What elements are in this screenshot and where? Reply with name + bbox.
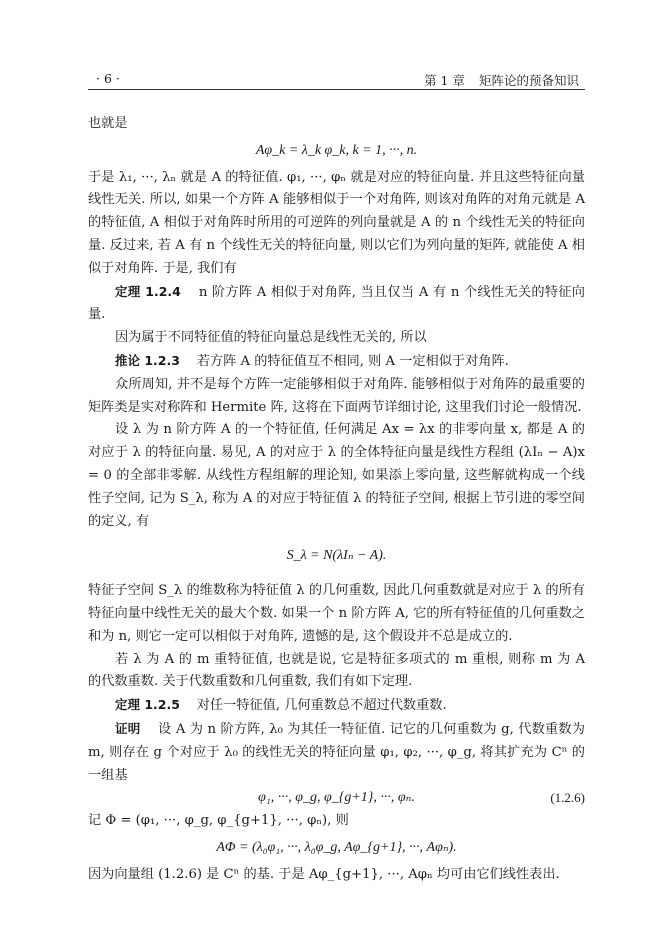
- equation-eigen-relation: Aφ_k = λ_k φ_k, k = 1, ···, n.: [255, 142, 418, 158]
- chapter-label: 第 1 章: [424, 73, 465, 88]
- chapter-title: 矩阵论的预备知识: [478, 73, 579, 88]
- paragraph-eigenspace: 设 λ 为 n 阶方阵 A 的一个特征值, 任何满足 Ax = λx 的非零向量 x, 都是 A 的对应于 λ 的特征向量. 易见, A 的对应于 λ 的全体特征向量是线性方程组 (λIₙ − A)x = 0 的全部非零解. 从线性方程组解的理论知, 如果添上零向量, 这些解就构成一个线性子空间, 记为 S_λ, 称为 A 的对应于特征值 λ 的特征子空间, 根据上节引进的零空间的定义, 有: [88, 422, 585, 529]
- equation-body: φ₁, ···, φ_g, φ_{g+1}, ···, φₙ.: [258, 790, 415, 806]
- equation-a-phi: AΦ = (λ₀φ₁, ···, λ₀φ_g, Aφ_{g+1}, ···, Aφₙ).: [216, 839, 457, 855]
- paragraph-basis: 因为向量组 (1.2.6) 是 Cⁿ 的基. 于是 Aφ_{g+1}, ···, Aφₙ 均可由它们线性表出.: [88, 866, 560, 882]
- paragraph-geometric-multiplicity: 特征子空间 S_λ 的维数称为特征值 λ 的几何重数, 因此几何重数就是对应于 λ 的所有特征向量中线性无关的最大个数. 如果一个 n 阶方阵 A, 它的所有特征值的几何重数之和为 n, 则它一定可以相似于对角阵, 遗憾的是, 这个假设并不总是成立的.: [88, 583, 585, 644]
- running-header: [88, 69, 585, 90]
- proof-label: 证明: [115, 720, 141, 736]
- chapter-heading: [410, 71, 579, 89]
- proof-paragraph: [88, 718, 585, 787]
- paragraph-algebraic-multiplicity: 若 λ 为 A 的 m 重特征值, 也就是说, 它是特征多项式的 m 重根, 则称 m 为 A 的代数重数. 关于代数重数和几何重数, 我们有如下定理.: [88, 651, 585, 690]
- theorem-label: 定理 1.2.5: [115, 697, 180, 713]
- page-body: [88, 113, 585, 887]
- paragraph-distinct-eigen: 因为属于不同特征值的特征向量总是线性无关的, 所以: [115, 330, 427, 346]
- equation-eigenspace: S_λ = N(λIₙ − A).: [286, 548, 387, 564]
- corollary-label: 推论 1.2.3: [115, 352, 180, 368]
- paragraph-eigenvalues: 于是 λ₁, ···, λₙ 就是 A 的特征值. φ₁, ···, φₙ 就是对应的特征向量. 并且这些特征向量线性无关. 所以, 如果一个方阵 A 能够相似于一个对角阵, 则该对角阵的对角元就是 A 的特征值, A 相似于对角阵时所用的可逆阵的列向量就是 A 的 n 个线性无关的特征向量. 反过来, 若 A 有 n 个线性无关的特征向量, 则以它们为列向量的矩阵, 就能使 A 相似于对角阵. 于是, 我们有: [88, 169, 585, 276]
- proof-text: 设 A 为 n 阶方阵, λ₀ 为其任一特征值. 记它的几何重数为 g, 代数重数为 m, 则存在 g 个对应于 λ₀ 的线性无关的特征向量 φ₁, φ₂, ···, φ_g, 将其扩充为 Cⁿ 的一组基: [88, 721, 585, 783]
- theorem-text: 对任一特征值, 几何重数总不超过代数重数.: [196, 698, 447, 714]
- corollary-1-2-3: [88, 350, 585, 374]
- theorem-1-2-4: [88, 281, 585, 328]
- paragraph-define-phi: 记 Φ = (φ₁, ···, φ_g, φ_{g+1}, ···, φₙ), 则: [88, 813, 349, 829]
- theorem-label: 定理 1.2.4: [115, 283, 181, 299]
- equation-number: (1.2.6): [550, 790, 585, 806]
- corollary-text: 若方阵 A 的特征值互不相同, 则 A 一定相似于对角阵.: [196, 353, 509, 369]
- equation-1-2-6: [88, 787, 585, 810]
- paragraph-not-all-diag: 众所周知, 并不是每个方阵一定能够相似于对角阵. 能够相似于对角阵的最重要的矩阵类是实对称阵和 Hermite 阵, 这将在下面两节详细讨论, 这里我们讨论一般情况.: [88, 376, 585, 415]
- page-number: · 6 ·: [96, 71, 120, 86]
- paragraph-intro: 也就是: [88, 116, 128, 131]
- theorem-text: n 阶方阵 A 相似于对角阵, 当且仅当 A 有 n 个线性无关的特征向量.: [88, 284, 585, 323]
- theorem-1-2-5: [88, 694, 585, 718]
